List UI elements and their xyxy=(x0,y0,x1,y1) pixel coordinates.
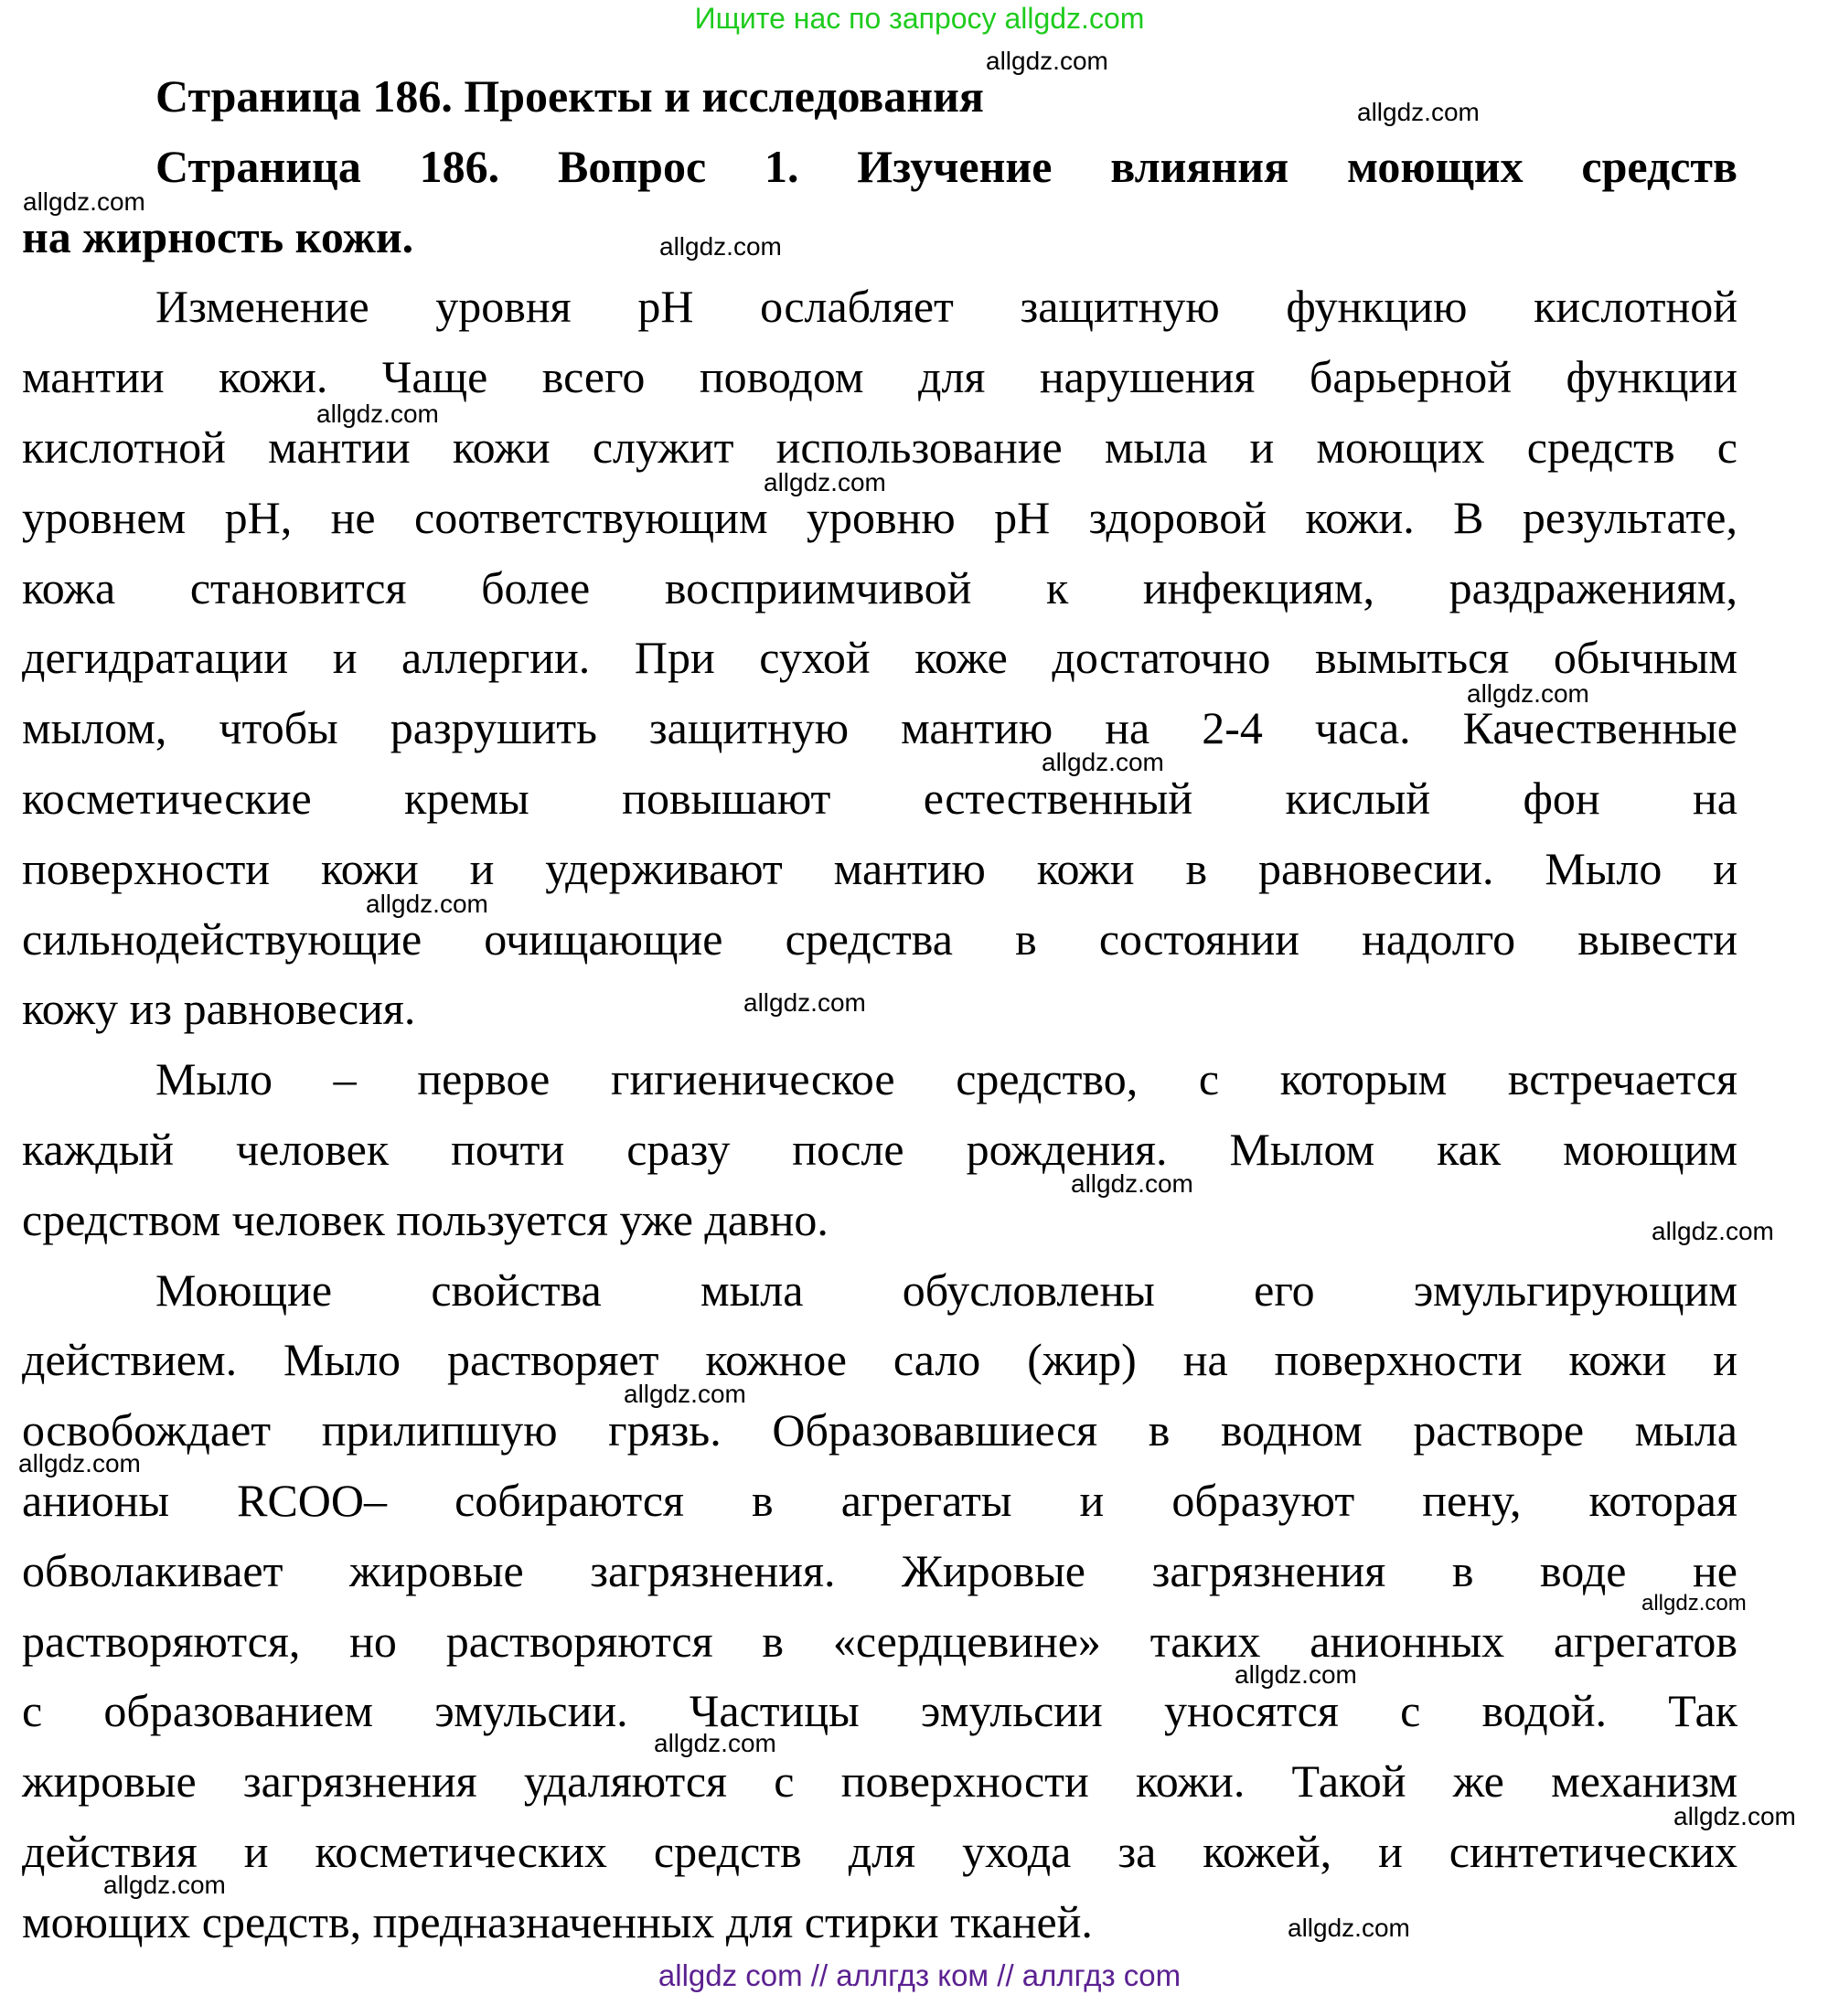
text-line: уровнем pH, не соответствующим уровню pH здоровой кожи. В результате, xyxy=(22,491,1737,543)
text-line: средством человек пользуется уже давно. xyxy=(22,1193,829,1245)
watermark: allgdz.com xyxy=(1357,98,1480,126)
text-line: мантии кожи. Чаще всего поводом для нарушения барьерной функции xyxy=(22,351,1737,403)
text-line: обволакивает жировые загрязнения. Жировые загрязнения в воде не xyxy=(22,1544,1737,1596)
watermark: allgdz.com xyxy=(1641,1591,1747,1616)
text-line: действием. Мыло растворяет кожное сало (жир) на поверхности кожи и xyxy=(22,1334,1737,1386)
text-line: дегидратации и аллергии. При сухой коже достаточно вымыться обычным xyxy=(22,632,1737,684)
watermark: allgdz.com xyxy=(986,47,1108,75)
footer-banner: allgdz com // аллгдз ком // аллгдз com xyxy=(658,1958,1181,1992)
watermark: allgdz.com xyxy=(103,1871,226,1899)
text-line: Изменение уровня pH ослабляет защитную функцию кислотной xyxy=(155,281,1737,333)
text-line: мылом, чтобы разрушить защитную мантию на 2-4 часа. Качественные xyxy=(22,702,1737,754)
text-line: Мыло – первое гигиеническое средство, с которым встречается xyxy=(155,1053,1737,1105)
watermark: allgdz.com xyxy=(659,232,782,261)
text-line: каждый человек почти сразу после рождения. Мылом как моющим xyxy=(22,1123,1737,1175)
watermark: allgdz.com xyxy=(654,1729,776,1757)
watermark: allgdz.com xyxy=(624,1380,746,1408)
text-line: кожу из равновесия. xyxy=(22,983,416,1035)
text-line: кислотной мантии кожи служит использование мыла и моющих средств с xyxy=(22,421,1737,473)
text-line: поверхности кожи и удерживают мантию кожи в равновесии. Мыло и xyxy=(22,842,1737,894)
text-line: Моющие свойства мыла обусловлены его эмульгирующим xyxy=(155,1264,1737,1316)
watermark: allgdz.com xyxy=(18,1449,141,1477)
text-line: моющих средств, предназначенных для стирки тканей. xyxy=(22,1895,1093,1947)
watermark: allgdz.com xyxy=(23,187,145,216)
watermark: allgdz.com xyxy=(366,890,488,918)
text-line: анионы RCOO– собираются в агрегаты и образуют пену, которая xyxy=(22,1474,1737,1526)
watermark: allgdz.com xyxy=(1673,1802,1796,1830)
text-line: жировые загрязнения удаляются с поверхности кожи. Такой же механизм xyxy=(22,1755,1737,1808)
watermark: allgdz.com xyxy=(764,468,886,496)
document-body xyxy=(22,61,1737,1957)
watermark: allgdz.com xyxy=(1042,748,1164,776)
heading-line: на жирность кожи. xyxy=(22,210,414,262)
watermark: allgdz.com xyxy=(1288,1914,1410,1942)
text-line: освобождает прилипшую грязь. Образовавшиеся в водном растворе мыла xyxy=(22,1404,1737,1456)
text-line: с образованием эмульсии. Частицы эмульсии уносятся с водой. Так xyxy=(22,1685,1737,1737)
text-line: кожа становится более восприимчивой к инфекциям, раздражениям, xyxy=(22,561,1737,613)
watermark: allgdz.com xyxy=(743,988,866,1017)
watermark: allgdz.com xyxy=(316,400,439,428)
watermark: allgdz.com xyxy=(1235,1660,1357,1689)
text-line: действия и косметических средств для ухода за кожей, и синтетических xyxy=(22,1825,1737,1877)
search-banner: Ищите нас по запросу allgdz.com xyxy=(694,2,1145,35)
watermark: allgdz.com xyxy=(1071,1169,1193,1198)
watermark: allgdz.com xyxy=(1652,1217,1774,1245)
watermark: allgdz.com xyxy=(1467,679,1589,708)
text-line: сильнодействующие очищающие средства в состоянии надолго вывести xyxy=(22,912,1737,965)
heading-line: Страница 186. Проекты и исследования xyxy=(155,70,984,122)
text-line: растворяются, но растворяются в «сердцевине» таких анионных агрегатов xyxy=(22,1615,1737,1667)
heading-line: Страница 186. Вопрос 1. Изучение влияния моющих средств xyxy=(155,140,1737,192)
text-line: косметические кремы повышают естественный кислый фон на xyxy=(22,772,1737,824)
